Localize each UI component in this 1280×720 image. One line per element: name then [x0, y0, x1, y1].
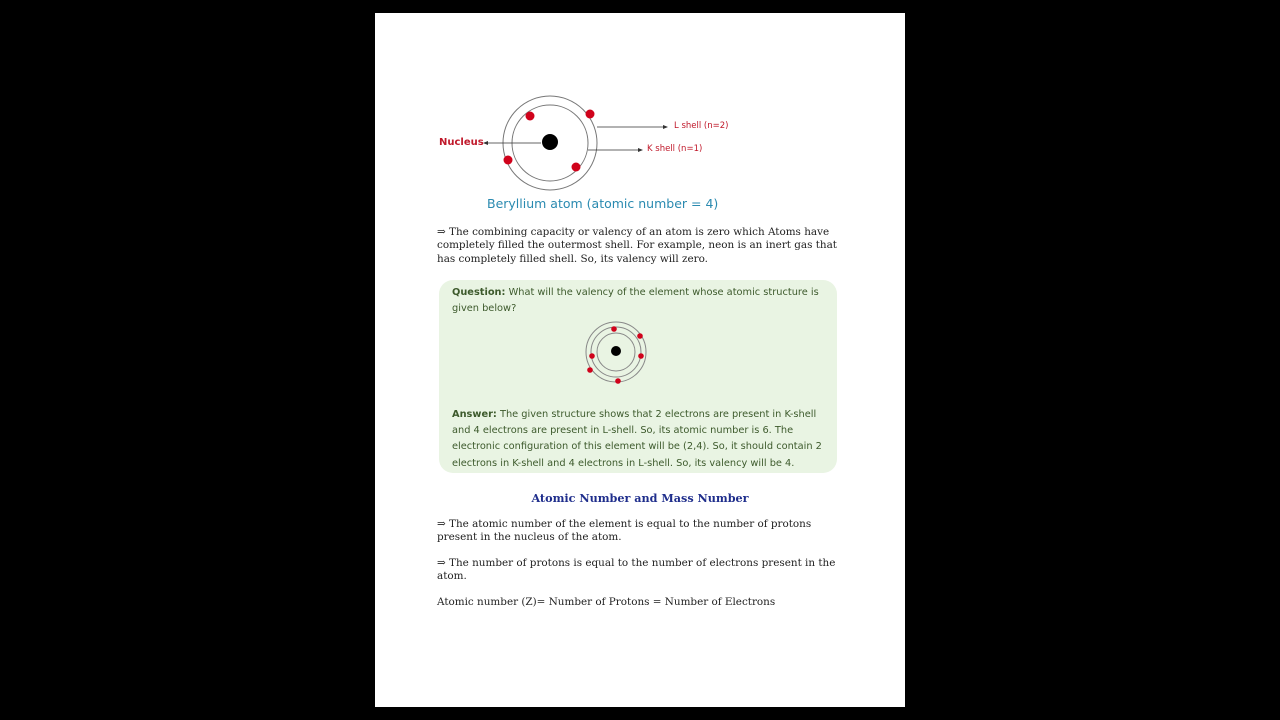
answer-label: Answer:: [452, 409, 497, 420]
electron-dot: [615, 378, 621, 384]
answer-text: [452, 407, 824, 472]
valency-paragraph: ⇒ The combining capacity or valency of an atom is zero which Atoms have completely filled the outermost shell. For example, neon is an inert gas that has completely filled shell. So, its valency will zero.: [437, 226, 837, 265]
question-text: [452, 285, 824, 317]
question-body: What will the valency of the element whose atomic structure is given below?: [452, 287, 819, 315]
answer-body: The given structure shows that 2 electrons are present in K-shell and 4 electrons are present in L-shell. So, its atomic number is 6. The electronic configuration of this element will be (2,4). So, it should contain 2 electrons in K-shell and 4 electrons in L-shell. So, its valency will be 4.: [452, 409, 822, 469]
nucleus-dot: [611, 346, 621, 356]
k-shell-label: K shell (n=1): [647, 144, 703, 154]
electron-dot: [586, 110, 595, 119]
nucleus-label: Nucleus: [439, 137, 484, 148]
electron-dot: [611, 326, 617, 332]
electron-dot: [572, 163, 581, 172]
atomic-number-formula: Atomic number (Z)= Number of Protons = Number of Electrons: [437, 596, 776, 608]
question-atom-diagram: [569, 320, 659, 390]
electron-dot: [637, 333, 643, 339]
electron-dot: [638, 353, 644, 359]
figure-caption: Beryllium atom (atomic number = 4): [487, 196, 719, 211]
electron-dot: [504, 156, 513, 165]
beryllium-atom-diagram: [375, 13, 905, 213]
electron-dot: [526, 112, 535, 121]
atomic-number-paragraph: ⇒ The atomic number of the element is equal to the number of protons present in the nucleus of the atom.: [437, 518, 812, 544]
question-label: Question:: [452, 287, 506, 298]
l-shell-label: L shell (n=2): [674, 121, 729, 131]
electron-dot: [587, 367, 593, 373]
document-page: [375, 13, 905, 707]
question-box: [439, 280, 837, 473]
nucleus-dot: [542, 134, 558, 150]
section-heading: Atomic Number and Mass Number: [531, 491, 749, 505]
protons-paragraph: ⇒ The number of protons is equal to the number of electrons present in the atom.: [437, 557, 836, 583]
electron-dot: [589, 353, 595, 359]
